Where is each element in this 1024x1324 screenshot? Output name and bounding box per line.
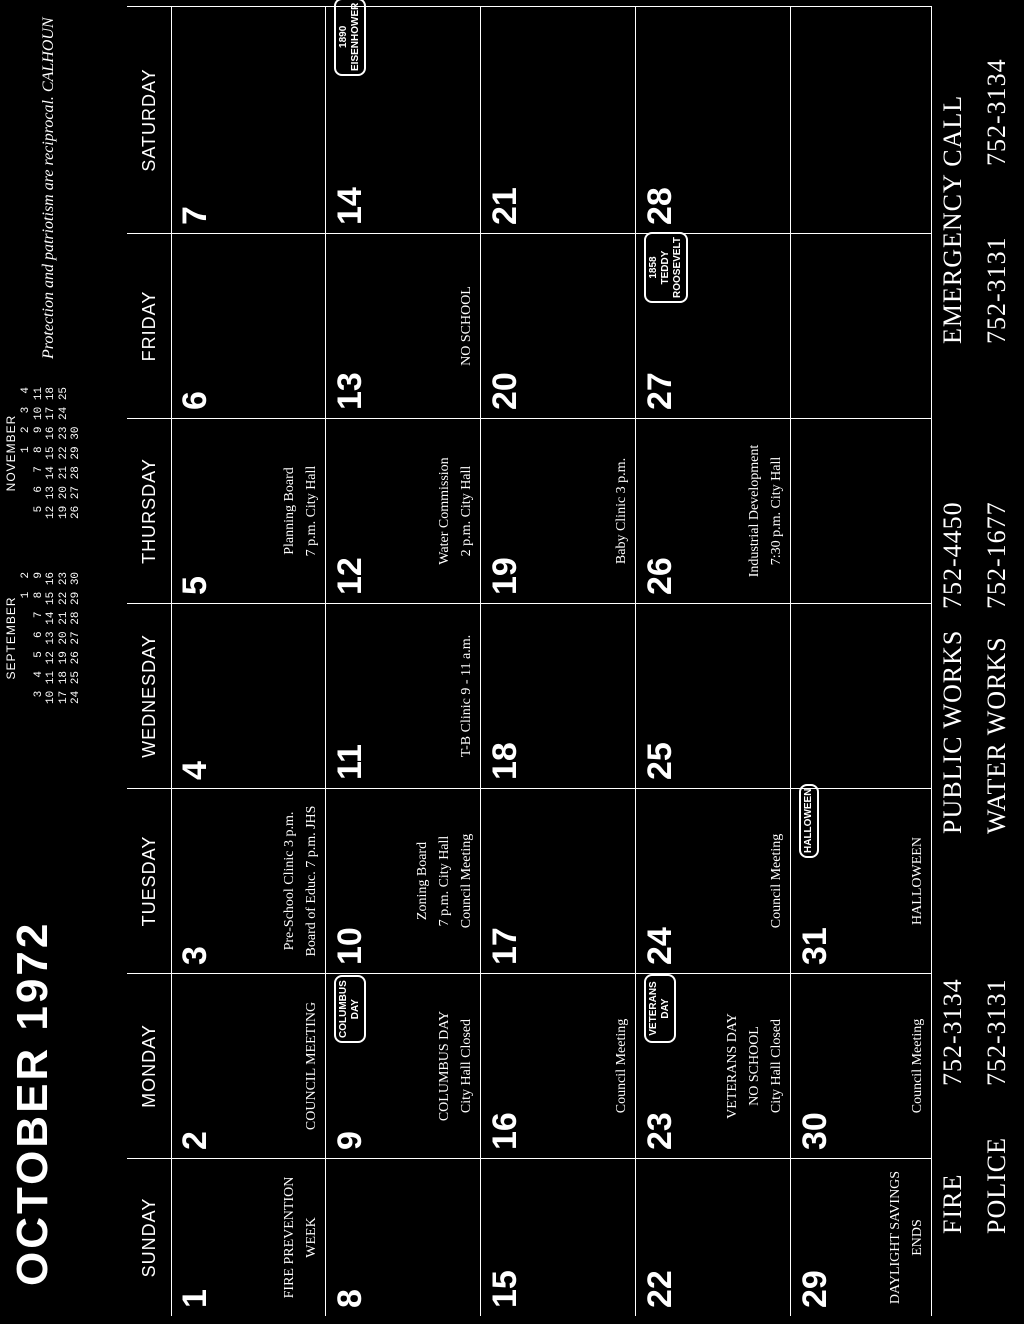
event-text: COUNCIL MEETING (304, 1001, 319, 1131)
event-text: Industrial Development (747, 444, 762, 578)
day-cell (326, 2, 481, 233)
mini-row: 10 11 12 13 14 15 16 (45, 571, 57, 704)
day-cell (171, 603, 326, 788)
event-text: VETERANS DAY (725, 1013, 740, 1119)
stamp-text: HALLOWEEN (803, 788, 814, 853)
event-text: Baby Clinic 3 p.m. (614, 457, 629, 565)
day-cell (791, 1158, 932, 1316)
event-text: HALLOWEEN (910, 837, 925, 925)
day-number: 28 (641, 187, 679, 225)
day-header-saturday: SATURDAY (127, 6, 172, 233)
fire-number: 752-3134 (938, 978, 967, 1086)
day-number: 9 (331, 1131, 369, 1150)
event-text: 7:30 p.m. City Hall (769, 456, 784, 566)
day-number: 5 (176, 576, 214, 595)
day-number: 20 (486, 372, 524, 410)
event-text: WEEK (304, 1217, 319, 1258)
day-header-sunday: SUNDAY (127, 1158, 172, 1316)
mini-row: 5 6 7 8 9 10 11 (32, 386, 45, 519)
day-number: 15 (486, 1270, 524, 1308)
day-number: 31 (796, 927, 834, 965)
mini-row: 1 2 (20, 571, 32, 704)
day-header-tuesday: TUESDAY (127, 788, 172, 973)
day-cell (636, 233, 791, 418)
stamp-text: COLUMBUS (338, 980, 349, 1038)
day-cell (791, 603, 932, 788)
day-cell (326, 973, 481, 1158)
event-text: Council Meeting (910, 1018, 925, 1114)
day-header-friday: FRIDAY (127, 233, 172, 418)
event-text: 7 p.m. City Hall (304, 465, 319, 557)
day-number: 4 (176, 761, 214, 780)
motto-quote: Protection and patriotism are reciprocal. CALHOUN (40, 17, 57, 359)
event-text: Pre-School Clinic 3 p.m. (282, 811, 297, 951)
day-cell (636, 1158, 791, 1316)
mini-row: 1 2 3 4 (20, 386, 32, 519)
day-header-monday: MONDAY (127, 973, 172, 1158)
day-number: 7 (176, 206, 214, 225)
mini-row: 26 27 28 29 30 (70, 426, 82, 519)
day-number: 30 (796, 1112, 834, 1150)
event-text: 2 p.m. City Hall (459, 465, 474, 557)
day-cell (171, 788, 326, 973)
mini-row: 12 13 14 15 16 17 18 (45, 386, 57, 519)
mini-month-name: SEPTEMBER (4, 596, 18, 680)
mini-row: 3 4 5 6 7 8 9 (32, 571, 45, 704)
day-number: 13 (331, 372, 369, 410)
day-number: 23 (641, 1112, 679, 1150)
mini-calendar-september (4, 572, 83, 704)
event-text: City Hall Closed (769, 1018, 784, 1114)
event-text: DAYLIGHT SAVINGS (888, 1170, 903, 1305)
day-cell (326, 603, 481, 788)
event-text: City Hall Closed (459, 1018, 474, 1114)
event-text: Zoning Board (415, 841, 430, 921)
day-cell (481, 1158, 636, 1316)
day-number: 10 (331, 927, 369, 965)
day-number: 6 (176, 391, 214, 410)
day-cell (326, 233, 481, 418)
columbus-stamp-icon (334, 975, 366, 1043)
event-text: Council Meeting (459, 833, 474, 929)
mini-row: 24 25 26 27 28 29 30 (70, 571, 82, 704)
day-cell (481, 603, 636, 788)
event-text: ENDS (910, 1219, 925, 1256)
day-cell (791, 973, 932, 1158)
stamp-text: EISENHOWER (350, 2, 361, 71)
day-number: 21 (486, 187, 524, 225)
day-number: 8 (331, 1289, 369, 1308)
fire-label: FIRE (938, 1173, 967, 1234)
day-cell (326, 1158, 481, 1316)
mini-row: 19 20 21 22 23 24 25 (57, 386, 70, 519)
emergency-number-1: 752-3131 (982, 236, 1011, 344)
day-number: 26 (641, 557, 679, 595)
event-text: FIRE PREVENTION (282, 1176, 297, 1299)
roosevelt-stamp-icon (644, 232, 688, 303)
event-text: 7 p.m. City Hall (437, 835, 452, 927)
day-cell (171, 233, 326, 418)
water-works-number: 752-1677 (982, 501, 1011, 609)
day-number: 25 (641, 742, 679, 780)
day-cell (636, 973, 791, 1158)
stamp-text: VETERANS DAY (648, 981, 671, 1036)
day-cell (171, 1158, 326, 1316)
day-number: 14 (331, 187, 369, 225)
day-cell (481, 788, 636, 973)
veterans-stamp-icon (644, 974, 676, 1043)
event-text: COLUMBUS DAY (437, 1010, 452, 1122)
day-number: 16 (486, 1112, 524, 1150)
mini-month-name: NOVEMBER (4, 414, 18, 492)
mini-calendar-november (4, 387, 83, 519)
event-text: Council Meeting (769, 833, 784, 929)
day-cell (481, 973, 636, 1158)
day-cell (791, 233, 932, 418)
stamp-text: 1858 (648, 256, 659, 279)
public-works-number: 752-4450 (938, 501, 967, 609)
day-number: 11 (331, 744, 369, 780)
emergency-label: EMERGENCY CALL (938, 94, 967, 344)
day-cell (636, 603, 791, 788)
event-text: NO SCHOOL (747, 1026, 762, 1106)
page-title: OCTOBER 1972 (8, 920, 57, 1286)
stamp-text: TEDDY ROOSEVELT (660, 237, 683, 298)
stamp-text: 1890 (338, 25, 349, 48)
day-number: 19 (486, 557, 524, 595)
phone-directory (930, 0, 1024, 1324)
day-number: 18 (486, 742, 524, 780)
day-cell (326, 788, 481, 973)
mini-row: 17 18 19 20 21 22 23 (57, 571, 70, 704)
day-number: 1 (176, 1289, 214, 1308)
day-cell (326, 418, 481, 603)
event-text: T-B Clinic 9 - 11 a.m. (459, 634, 474, 758)
stamp-text: DAY (350, 999, 361, 1020)
day-header-thursday: THURSDAY (127, 418, 172, 603)
day-cell (636, 418, 791, 603)
day-number: 29 (796, 1270, 834, 1308)
water-works-label: WATER WORKS (982, 636, 1011, 834)
halloween-stamp-icon (799, 784, 819, 858)
event-text: Council Meeting (614, 1018, 629, 1114)
calendar-grid (127, 2, 932, 1316)
adams-stamp-icon (334, 0, 366, 76)
day-cell (791, 418, 932, 603)
emergency-number-2: 752-3134 (982, 58, 1011, 166)
day-number: 24 (641, 927, 679, 965)
day-cell (171, 6, 326, 233)
event-text: Board of Educ. 7 p.m. JHS (304, 805, 319, 957)
day-cell (636, 788, 791, 973)
day-cell (171, 418, 326, 603)
police-label: POLICE (982, 1137, 1011, 1234)
event-text: Water Commission (437, 457, 452, 565)
day-cell (481, 418, 636, 603)
day-number: 27 (641, 372, 679, 410)
public-works-label: PUBLIC WORKS (938, 629, 967, 834)
event-text: Planning Board (282, 467, 297, 555)
day-cell (481, 6, 636, 233)
event-text: NO SCHOOL (459, 286, 474, 366)
police-number: 752-3131 (982, 978, 1011, 1086)
day-number: 2 (176, 1131, 214, 1150)
day-number: 12 (331, 557, 369, 595)
day-number: 22 (641, 1270, 679, 1308)
day-cell (481, 233, 636, 418)
day-cell (791, 6, 932, 233)
day-cell (636, 6, 791, 233)
day-number: 3 (176, 946, 214, 965)
day-cell (171, 973, 326, 1158)
day-cell (791, 788, 932, 973)
day-number: 17 (486, 927, 524, 965)
day-header-wednesday: WEDNESDAY (127, 603, 172, 788)
